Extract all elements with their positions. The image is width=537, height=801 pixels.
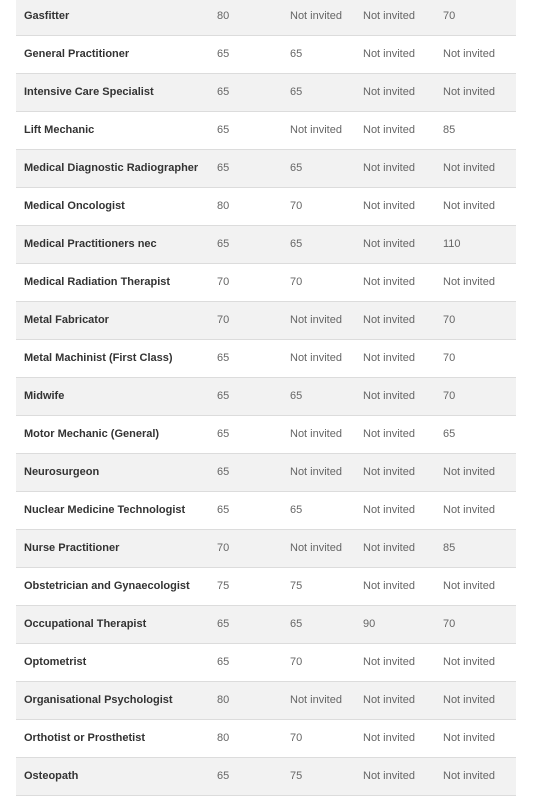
value-cell: 70 bbox=[290, 732, 303, 744]
occupation-name-cell: Nurse Practitioner bbox=[24, 542, 120, 554]
occupation-name-cell: Obstetrician and Gynaecologist bbox=[24, 580, 190, 592]
value-cell: 65 bbox=[217, 352, 230, 364]
occupation-table bbox=[16, 0, 516, 796]
value-cell: 70 bbox=[290, 656, 303, 668]
value-cell: 65 bbox=[290, 48, 303, 60]
value-cell: 65 bbox=[290, 86, 303, 98]
value-cell: Not invited bbox=[443, 694, 495, 706]
value-cell: Not invited bbox=[443, 162, 495, 174]
value-cell: 75 bbox=[290, 580, 303, 592]
table-row bbox=[16, 188, 516, 226]
value-cell: Not invited bbox=[443, 86, 495, 98]
table-row bbox=[16, 0, 516, 36]
value-cell: 70 bbox=[443, 314, 456, 326]
value-cell: Not invited bbox=[363, 276, 415, 288]
value-cell: Not invited bbox=[443, 656, 495, 668]
table-row bbox=[16, 644, 516, 682]
value-cell: 85 bbox=[443, 542, 456, 554]
value-cell: 80 bbox=[217, 732, 230, 744]
value-cell: Not invited bbox=[363, 352, 415, 364]
table-row bbox=[16, 36, 516, 74]
occupation-name-cell: Intensive Care Specialist bbox=[24, 86, 154, 98]
value-cell: Not invited bbox=[443, 48, 495, 60]
value-cell: 70 bbox=[217, 542, 230, 554]
table-row bbox=[16, 568, 516, 606]
table-row bbox=[16, 226, 516, 264]
value-cell: Not invited bbox=[363, 732, 415, 744]
value-cell: 70 bbox=[443, 352, 456, 364]
value-cell: 85 bbox=[443, 124, 456, 136]
table-row bbox=[16, 340, 516, 378]
occupation-name-cell: Medical Oncologist bbox=[24, 200, 125, 212]
value-cell: Not invited bbox=[443, 276, 495, 288]
value-cell: 65 bbox=[217, 428, 230, 440]
value-cell: Not invited bbox=[290, 352, 342, 364]
occupation-name-cell: Motor Mechanic (General) bbox=[24, 428, 160, 440]
table-row bbox=[16, 454, 516, 492]
occupation-name-cell: Medical Practitioners nec bbox=[24, 238, 157, 250]
value-cell: 70 bbox=[443, 10, 456, 22]
value-cell: 65 bbox=[217, 504, 230, 516]
value-cell: 70 bbox=[290, 276, 303, 288]
value-cell: Not invited bbox=[363, 656, 415, 668]
occupation-name-cell: Orthotist or Prosthetist bbox=[24, 732, 146, 744]
occupation-name-cell: Gasfitter bbox=[24, 10, 70, 22]
value-cell: 90 bbox=[363, 618, 376, 630]
value-cell: Not invited bbox=[290, 542, 342, 554]
value-cell: 65 bbox=[290, 162, 303, 174]
value-cell: Not invited bbox=[290, 466, 342, 478]
value-cell: 75 bbox=[217, 580, 230, 592]
table-row bbox=[16, 74, 516, 112]
value-cell: Not invited bbox=[363, 770, 415, 782]
occupation-name-cell: Nuclear Medicine Technologist bbox=[24, 504, 186, 516]
value-cell: 65 bbox=[217, 48, 230, 60]
value-cell: 70 bbox=[443, 390, 456, 402]
table-row bbox=[16, 720, 516, 758]
value-cell: Not invited bbox=[363, 694, 415, 706]
value-cell: Not invited bbox=[443, 770, 495, 782]
table-row bbox=[16, 150, 516, 188]
value-cell: Not invited bbox=[443, 466, 495, 478]
value-cell: Not invited bbox=[363, 542, 415, 554]
value-cell: 65 bbox=[217, 390, 230, 402]
table-row bbox=[16, 302, 516, 340]
value-cell: Not invited bbox=[363, 162, 415, 174]
table-row bbox=[16, 416, 516, 454]
table-row bbox=[16, 378, 516, 416]
value-cell: Not invited bbox=[363, 428, 415, 440]
value-cell: Not invited bbox=[443, 200, 495, 212]
table-row bbox=[16, 492, 516, 530]
value-cell: 65 bbox=[217, 656, 230, 668]
value-cell: 80 bbox=[217, 200, 230, 212]
table-row bbox=[16, 606, 516, 644]
value-cell: Not invited bbox=[290, 124, 342, 136]
table-row bbox=[16, 264, 516, 302]
value-cell: Not invited bbox=[290, 428, 342, 440]
value-cell: 65 bbox=[443, 428, 456, 440]
table-row bbox=[16, 758, 516, 796]
value-cell: 65 bbox=[217, 86, 230, 98]
value-cell: 65 bbox=[217, 770, 230, 782]
value-cell: 65 bbox=[290, 504, 303, 516]
occupation-name-cell: Medical Diagnostic Radiographer bbox=[24, 162, 199, 174]
value-cell: 65 bbox=[217, 466, 230, 478]
value-cell: Not invited bbox=[363, 48, 415, 60]
value-cell: Not invited bbox=[363, 466, 415, 478]
occupation-name-cell: General Practitioner bbox=[24, 48, 130, 60]
occupation-name-cell: Metal Fabricator bbox=[24, 314, 109, 326]
value-cell: Not invited bbox=[363, 200, 415, 212]
value-cell: 110 bbox=[443, 238, 461, 250]
value-cell: 65 bbox=[290, 238, 303, 250]
value-cell: Not invited bbox=[443, 504, 495, 516]
occupation-name-cell: Neurosurgeon bbox=[24, 466, 100, 478]
value-cell: Not invited bbox=[363, 86, 415, 98]
occupation-name-cell: Osteopath bbox=[24, 770, 79, 782]
value-cell: 70 bbox=[290, 200, 303, 212]
value-cell: 65 bbox=[217, 162, 230, 174]
value-cell: 65 bbox=[290, 618, 303, 630]
value-cell: 65 bbox=[217, 124, 230, 136]
value-cell: Not invited bbox=[363, 504, 415, 516]
value-cell: 70 bbox=[443, 618, 456, 630]
value-cell: 70 bbox=[217, 276, 230, 288]
value-cell: Not invited bbox=[443, 732, 495, 744]
occupation-name-cell: Metal Machinist (First Class) bbox=[24, 352, 173, 364]
value-cell: Not invited bbox=[363, 390, 415, 402]
value-cell: Not invited bbox=[363, 124, 415, 136]
value-cell: Not invited bbox=[363, 10, 415, 22]
table-row bbox=[16, 682, 516, 720]
value-cell: Not invited bbox=[290, 314, 342, 326]
table-row bbox=[16, 112, 516, 150]
value-cell: 80 bbox=[217, 694, 230, 706]
occupation-name-cell: Medical Radiation Therapist bbox=[24, 276, 171, 288]
value-cell: 80 bbox=[217, 10, 230, 22]
value-cell: Not invited bbox=[443, 580, 495, 592]
occupation-name-cell: Lift Mechanic bbox=[24, 124, 95, 136]
value-cell: Not invited bbox=[290, 10, 342, 22]
value-cell: 70 bbox=[217, 314, 230, 326]
value-cell: 75 bbox=[290, 770, 303, 782]
value-cell: 65 bbox=[217, 618, 230, 630]
value-cell: 65 bbox=[290, 390, 303, 402]
occupation-name-cell: Optometrist bbox=[24, 656, 87, 668]
value-cell: Not invited bbox=[363, 238, 415, 250]
occupation-name-cell: Organisational Psychologist bbox=[24, 694, 173, 706]
value-cell: 65 bbox=[217, 238, 230, 250]
value-cell: Not invited bbox=[290, 694, 342, 706]
value-cell: Not invited bbox=[363, 580, 415, 592]
occupation-name-cell: Occupational Therapist bbox=[24, 618, 147, 630]
table-row bbox=[16, 530, 516, 568]
value-cell: Not invited bbox=[363, 314, 415, 326]
occupation-name-cell: Midwife bbox=[24, 390, 65, 402]
